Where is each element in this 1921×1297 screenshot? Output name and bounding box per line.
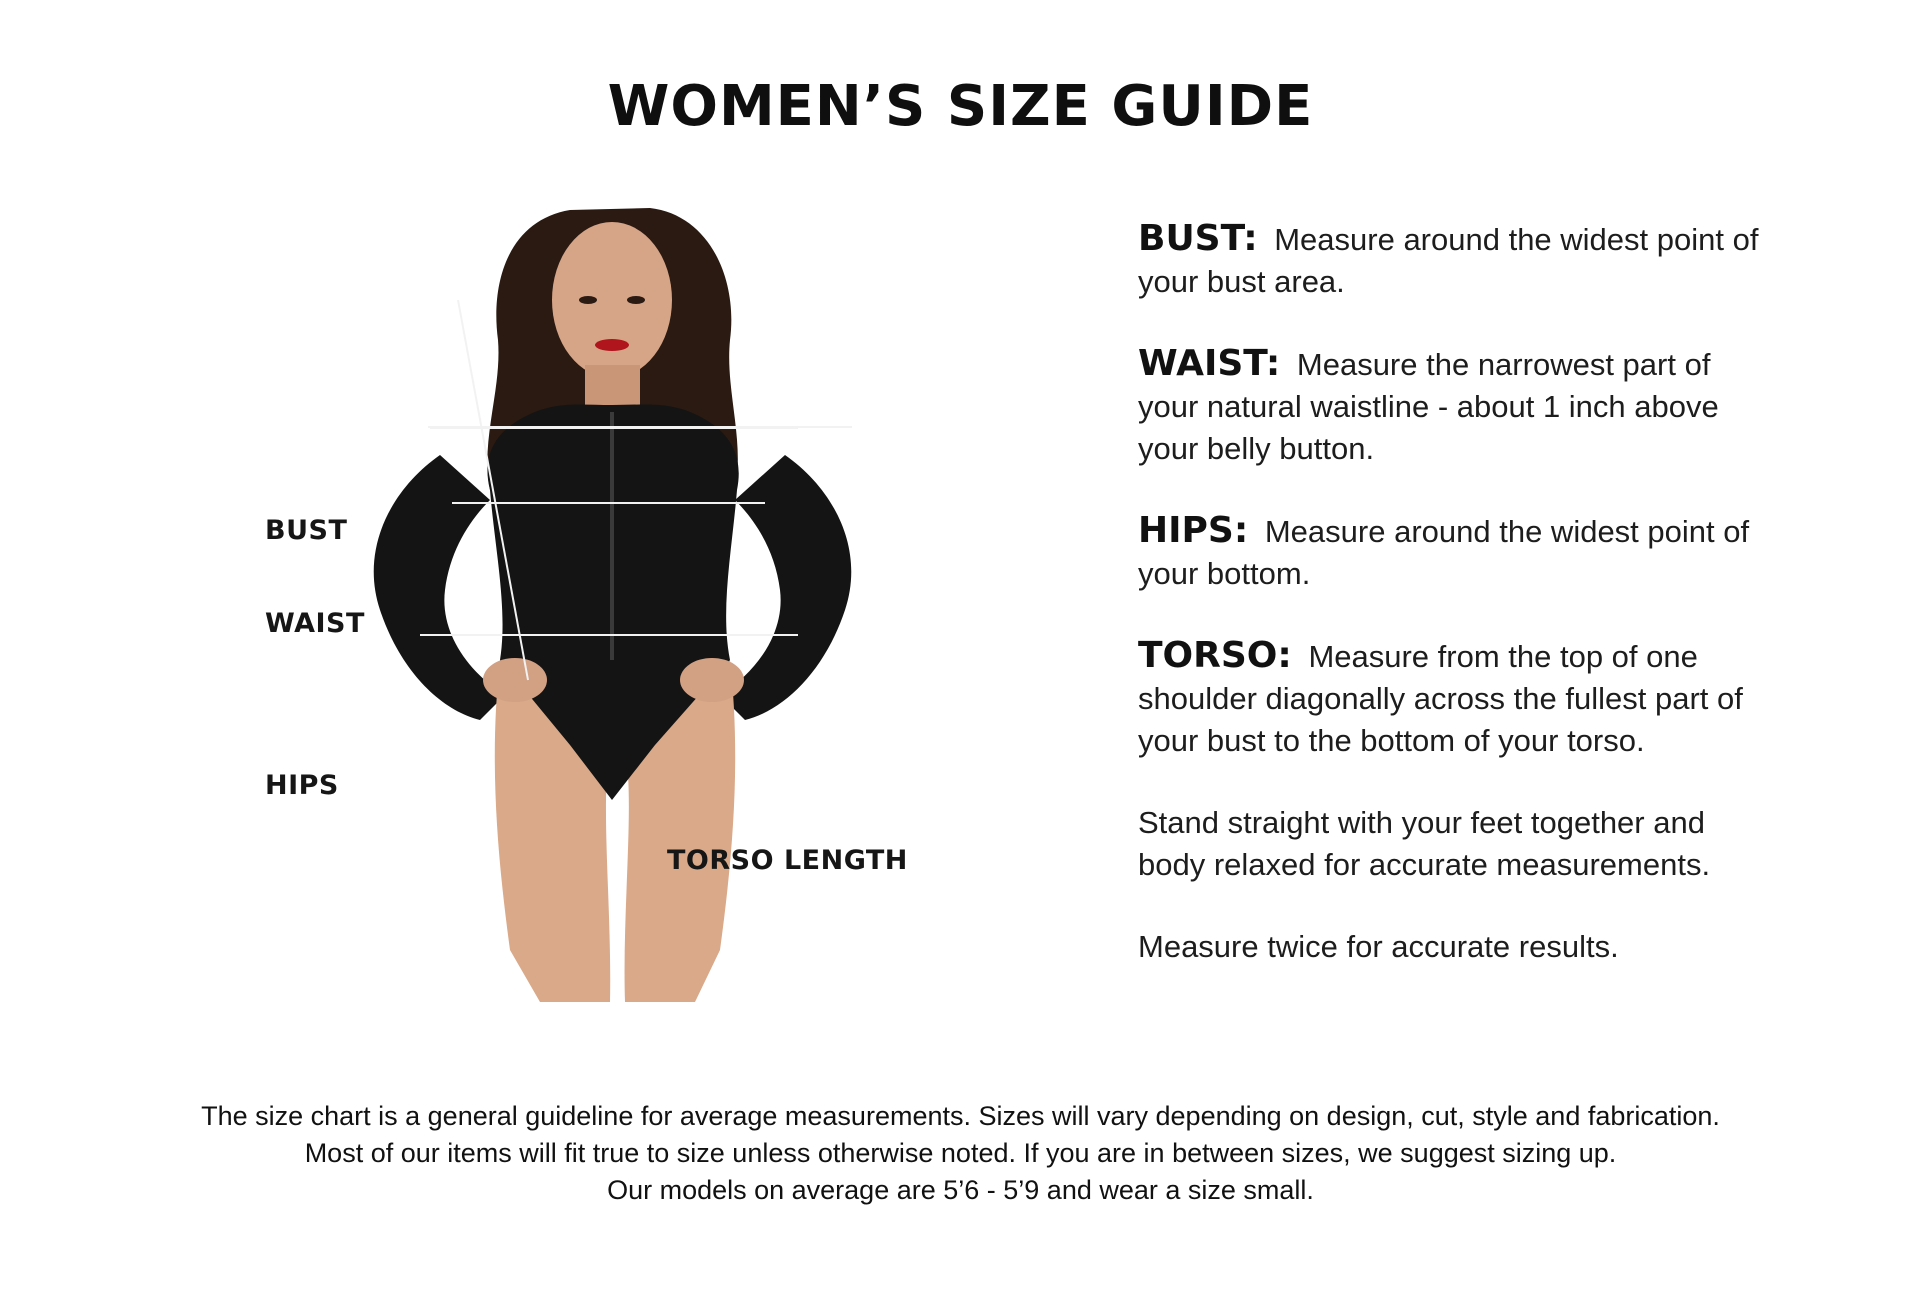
waist-description: Measure the narrowest part of your natural waistline - about 1 inch above your belly button. bbox=[1138, 347, 1719, 466]
model-illustration bbox=[240, 190, 1000, 1020]
waist-term: WAIST: bbox=[1138, 343, 1281, 384]
page-title: WOMEN’S SIZE GUIDE bbox=[607, 74, 1314, 139]
posture-note: Stand straight with your feet together and body relaxed for accurate measurements. bbox=[1138, 805, 1711, 882]
hips-term: HIPS: bbox=[1138, 510, 1249, 551]
torso-description: Measure from the top of one shoulder diagonally across the fullest part of your bust to the bottom of your torso. bbox=[1138, 639, 1743, 758]
torso-length-label: TORSO LENGTH bbox=[667, 845, 908, 876]
hips-instruction bbox=[1138, 510, 1778, 595]
bust-instruction bbox=[1138, 218, 1778, 303]
footer-line-1: The size chart is a general guideline for average measurements. Sizes will vary depending on design, cut, style and fabrication. bbox=[201, 1101, 1720, 1131]
footer-line-3: Our models on average are 5’6 - 5’9 and wear a size small. bbox=[607, 1175, 1314, 1205]
measure-twice-note: Measure twice for accurate results. bbox=[1138, 929, 1619, 964]
left-hand bbox=[483, 658, 547, 702]
bust-term: BUST: bbox=[1138, 218, 1258, 259]
face-shape bbox=[552, 222, 672, 378]
right-hand bbox=[680, 658, 744, 702]
lips-shape bbox=[595, 339, 629, 351]
torso-instruction bbox=[1138, 635, 1778, 762]
waist-label: WAIST bbox=[265, 608, 365, 639]
waist-instruction bbox=[1138, 343, 1778, 470]
hips-label: HIPS bbox=[265, 770, 339, 801]
eye-right bbox=[627, 296, 645, 304]
measurement-instructions bbox=[1138, 218, 1778, 1008]
bust-description: Measure around the widest point of your bust area. bbox=[1138, 222, 1759, 299]
bust-label: BUST bbox=[265, 515, 348, 546]
hips-description: Measure around the widest point of your bottom. bbox=[1138, 514, 1750, 591]
footer-line-2: Most of our items will fit true to size unless otherwise noted. If you are in between sizes, we suggest sizing up. bbox=[304, 1138, 1617, 1168]
model-figure bbox=[240, 190, 1000, 1020]
eye-left bbox=[579, 296, 597, 304]
torso-term: TORSO: bbox=[1138, 635, 1292, 676]
size-chart-disclaimer bbox=[0, 1098, 1921, 1209]
